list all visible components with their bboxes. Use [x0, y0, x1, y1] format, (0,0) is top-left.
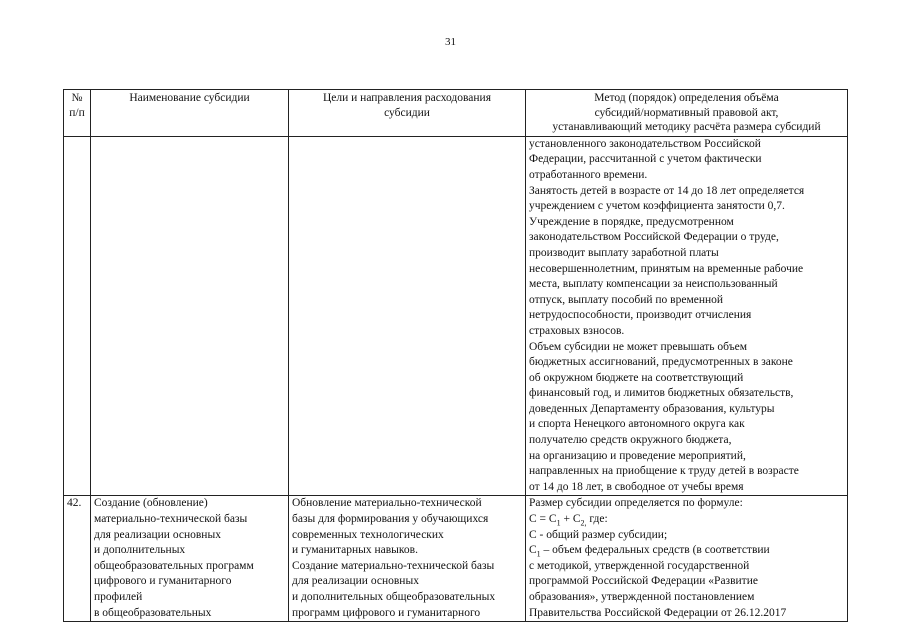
text-line: законодательством Российской Федерации о труде, — [529, 231, 779, 244]
text-line: Цели и направления расходования — [322, 92, 492, 104]
text-line: в общеобразовательных — [94, 606, 212, 619]
text-line: Наименование субсидии — [129, 92, 250, 104]
text-line: отработанного времени. — [529, 168, 648, 181]
header-method — [526, 90, 848, 137]
text-line: Создание материально-технической базы — [292, 559, 495, 572]
text-line: нетрудоспособности, производит отчисления — [529, 309, 752, 322]
text-line: базы для формирования у обучающихся — [292, 513, 489, 526]
text-line: и гуманитарных навыков. — [292, 544, 418, 557]
text-line: Метод (порядок) определения объёма — [594, 92, 779, 104]
cell-method — [526, 496, 848, 622]
text-line: на организацию и проведение мероприятий, — [529, 449, 746, 462]
header-subsidy-name — [91, 90, 289, 137]
text-line: финансовый год, и лимитов бюджетных обязательств, — [529, 387, 794, 400]
text-line: для реализации основных — [94, 528, 221, 541]
text-line: учреждением с учетом коэффициента занятости 0,7. — [529, 200, 785, 213]
text-line: Обновление материально-технической — [292, 497, 482, 510]
text-line: Учреждение в порядке, предусмотренном — [529, 215, 734, 228]
text-line: бюджетных ассигнований, предусмотренных в законе — [529, 356, 793, 369]
table-row-42 — [64, 496, 848, 622]
text-line: и дополнительных — [94, 544, 186, 557]
text-line: Создание (обновление) — [94, 497, 208, 510]
text-line: материально-технической базы — [94, 513, 248, 526]
method-line: с методикой, утвержденной государственной — [529, 559, 750, 572]
method-formula: $C = C_1 + C_{2,}$ где: — [529, 513, 608, 528]
text-line: Объем субсидии не может превышать объем — [529, 340, 748, 353]
table-row-continuation — [64, 136, 848, 496]
cell-purpose — [289, 496, 526, 622]
text-line: для реализации основных — [292, 575, 419, 588]
subsidy-table — [63, 89, 848, 622]
text-line: субсидий/нормативный правовой акт, — [594, 106, 779, 119]
text-line: современных технологических — [292, 528, 444, 541]
text-line: субсидии — [384, 106, 430, 119]
text-line: производит выплату заработной платы — [529, 246, 719, 259]
text-line: установленного законодательством Российской — [529, 137, 761, 150]
text-line: об окружном бюджете на соответствующий — [529, 371, 744, 384]
text-line: и спорта Ненецкого автономного округа как — [529, 418, 745, 431]
text-line: Федерации, рассчитанной с учетом фактически — [529, 153, 762, 166]
method-line: С - общий размер субсидии; — [529, 528, 668, 541]
cell-row-number: 42. — [64, 496, 91, 622]
text-line: программ цифрового и гуманитарного — [292, 606, 481, 619]
text-line: отпуск, выплату пособий по временной — [529, 293, 724, 306]
text-line: места, выплату компенсации за неиспользованный — [529, 278, 778, 291]
cell-number-empty — [64, 136, 91, 496]
page-number: 31 — [445, 36, 456, 48]
cell-name-empty — [91, 136, 289, 496]
text-line: общеобразовательных программ — [94, 559, 254, 572]
method-line: Размер субсидии определяется по формуле: — [529, 497, 743, 510]
text-line: Занятость детей в возрасте от 14 до 18 лет определяется — [529, 184, 805, 197]
method-line: образования», утвержденной постановлением — [529, 591, 755, 603]
cell-purpose-empty — [289, 136, 526, 496]
text-line: от 14 до 18 лет, в свободное от учебы время — [529, 480, 744, 493]
text-line: несовершеннолетним, принятым на временные рабочие — [529, 262, 804, 275]
text-line: профилей — [94, 591, 143, 603]
text-line: и дополнительных общеобразовательных — [292, 591, 496, 603]
header-purpose — [289, 90, 526, 137]
text-line: устанавливающий методику расчёта размера субсидий — [552, 121, 821, 134]
cell-subsidy-name — [91, 496, 289, 622]
table-header-row — [64, 90, 848, 137]
text-line: доведенных Департаменту образования, культуры — [529, 402, 775, 415]
cell-method-continuation — [526, 136, 848, 496]
header-number — [64, 90, 91, 137]
method-line: Правительства Российской Федерации от 26.12.2017 — [529, 606, 787, 619]
method-line: $C_1$ – объем федеральных средств (в соответствии — [529, 544, 770, 559]
text-line: цифрового и гуманитарного — [94, 575, 232, 588]
text-line: № — [71, 92, 83, 104]
text-line: п/п — [69, 106, 85, 119]
text-line: страховых взносов. — [529, 324, 625, 337]
text-line: получателю средств окружного бюджета, — [529, 434, 732, 447]
text-line: направленных на приобщение к труду детей в возрасте — [529, 465, 799, 478]
method-line: программой Российской Федерации «Развитие — [529, 575, 758, 588]
